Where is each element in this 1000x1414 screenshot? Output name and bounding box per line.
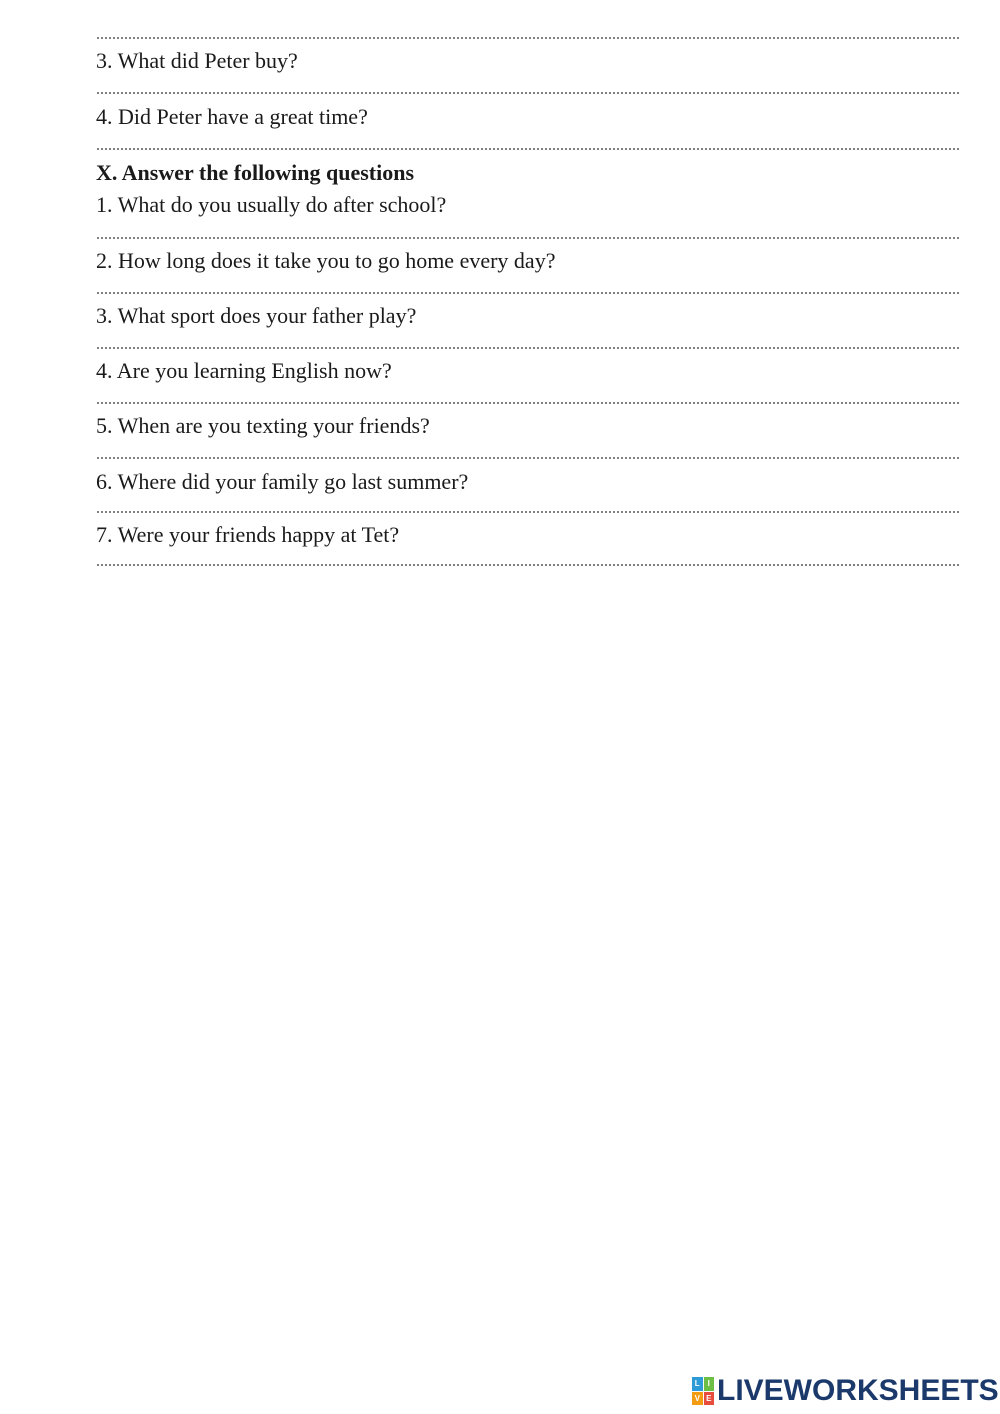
question-text: 4. Are you learning English now? xyxy=(96,358,392,383)
liveworksheets-logo xyxy=(692,1374,999,1408)
answer-line[interactable] xyxy=(96,402,960,404)
section-heading: X. Answer the following questions xyxy=(96,160,415,185)
answer-line[interactable] xyxy=(96,92,960,94)
question-text: 1. What do you usually do after school? xyxy=(96,192,447,217)
logo-mark-icon xyxy=(692,1377,714,1405)
answer-line[interactable] xyxy=(96,347,960,349)
answer-line[interactable] xyxy=(96,457,960,459)
logo-mark-tile: L xyxy=(692,1377,703,1391)
question-text: 4. Did Peter have a great time? xyxy=(96,104,368,129)
question-text: 2. How long does it take you to go home every day? xyxy=(96,248,556,273)
question-text: 3. What did Peter buy? xyxy=(96,48,298,73)
logo-text: LIVEWORKSHEETS xyxy=(717,1374,999,1407)
logo-mark-tile: V xyxy=(692,1392,703,1406)
logo-mark-tile: E xyxy=(704,1392,715,1406)
question-text: 6. Where did your family go last summer? xyxy=(96,469,469,494)
answer-line[interactable] xyxy=(96,564,960,566)
answer-line[interactable] xyxy=(96,511,960,513)
logo-mark-tile: I xyxy=(704,1377,715,1391)
answer-line[interactable] xyxy=(96,148,960,150)
answer-line[interactable] xyxy=(96,292,960,294)
answer-line[interactable] xyxy=(96,237,960,239)
question-text: 7. Were your friends happy at Tet? xyxy=(96,522,400,547)
question-text: 3. What sport does your father play? xyxy=(96,303,417,328)
question-text: 5. When are you texting your friends? xyxy=(96,413,430,438)
answer-line[interactable] xyxy=(96,37,960,39)
